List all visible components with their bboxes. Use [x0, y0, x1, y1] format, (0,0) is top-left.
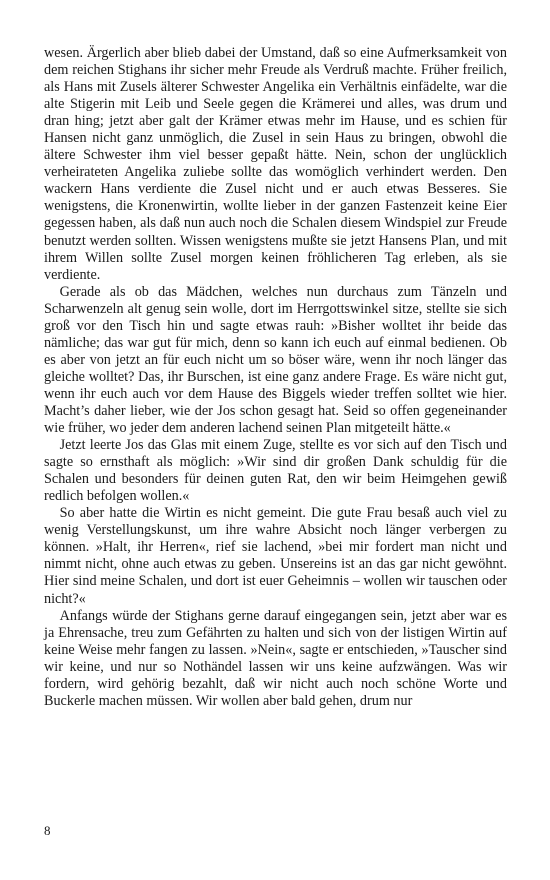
paragraph-3: Jetzt leerte Jos das Glas mit einem Zuge, stellte es vor sich auf den Tisch und sagte so ernsthaft als möglich: »Wir sind dir großen Dank schuldig für die Schalen und besonders für deinen guten Rat, den wir beim Heimgehen gewiß redlich befolgen wollen.«	[44, 437, 507, 505]
page-body	[44, 45, 507, 710]
paragraph-4: So aber hatte die Wirtin es nicht gemeint. Die gute Frau besaß auch viel zu wenig Verstellungskunst, um ihre wahre Absicht noch länger verbergen zu können. »Halt, ihr Herren«, rief sie lachend, »bei mir fordert man nicht und nimmt nicht, ohne auch etwas zu geben. Unsereins ist an das gar nicht gewöhnt. Hier sind meine Schalen, und dort ist euer Geheimnis – wollen wir tauschen oder nicht?«	[44, 505, 507, 607]
paragraph-2: Gerade als ob das Mädchen, welches nun durchaus zum Tänzeln und Scharwenzeln alt genug sein wolle, dort im Herrgottswinkel sitze, stellte sie sich groß vor den Tisch hin und sagte etwas rauh: »Bisher wolltet ihr beide das nämliche; das war gut für mich, denn so kann ich euch auf einmal bedienen. Ob es aber von jetzt an für euch nicht um so böser wäre, wenn ihr noch länger das gleiche wolltet? Das, ihr Burschen, ist eine ganz andere Frage. Es wäre nicht gut, wenn ihr euch auch vor dem Hause des Biggels wieder treffen solltet wie hier. Macht’s daher lieber, wie der Jos schon gesagt hat. Seid so offen gegeneinander wie früher, wo jeder dem anderen lachend seinen Plan mitgeteilt hätte.«	[44, 283, 507, 437]
page-number: 8	[44, 823, 51, 838]
paragraph-5: Anfangs würde der Stighans gerne darauf eingegangen sein, jetzt aber war es ja Ehrensache, treu zum Gefährten zu halten und sich von der listigen Wirtin auf keine Weise mehr fangen zu lassen. »Nein«, sagte er entschieden, »Tauscher sind wir keine, und nur so Nothändel lassen wir uns keine aufzwängen. Was wir fordern, wird gehörig bezahlt, daß wir nicht auch noch schöne Worte und Buckerle machen müssen. Wir wollen aber bald gehen, drum nur	[44, 607, 507, 709]
paragraph-1: wesen. Ärgerlich aber blieb dabei der Umstand, daß so eine Aufmerksamkeit von dem reichen Stighans ihr sicher mehr Freude als Verdruß machte. Früher freilich, als Hans mit Zusels älterer Schwester Angelika ein Verhältnis einfädelte, war die alte Stigerin mit Leib und Seele gegen die Krämerei und alles, was drum und dran hing; jetzt aber galt der Krämer etwas mehr im Hause, und es schien für Hansen nicht ganz unmöglich, die Zusel in sein Haus zu bringen, obwohl die ältere Schwester ihm viel besser gepaßt hätte. Nein, schon der unglücklich verheirateten Angelika zuliebe sollte das womöglich verhindert werden. Den wackern Hans verdiente die Zusel nicht und er auch etwas Besseres. Sie wenigstens, die Kronenwirtin, wollte lieber in der ganzen Fastenzeit keine Eier gegessen haben, als daß nun auch noch die Schalen diesem Windspiel zur Freude benutzt werden sollten. Wissen wenigstens mußte sie jetzt Hansens Plan, und mit ihrem Willen sollte Zusel morgen keinen fröhlicheren Tag erleben, als sie verdiente.	[44, 45, 507, 283]
